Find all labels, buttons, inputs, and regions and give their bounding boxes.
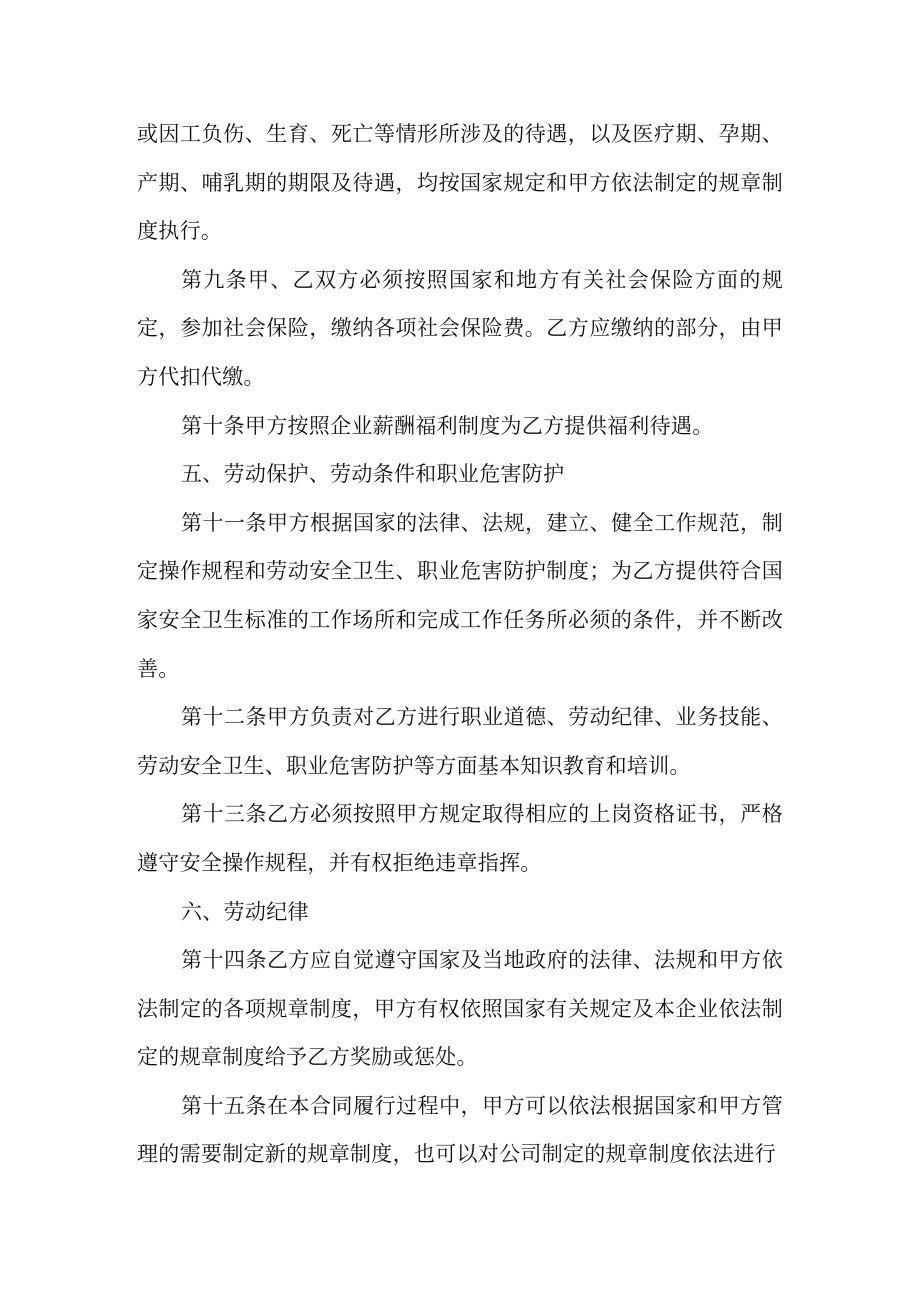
paragraph-article-10: 第十条甲方按照企业薪酬福利制度为乙方提供福利待遇。 xyxy=(181,413,714,438)
paragraph-article-9: 第九条甲、乙双方必须按照国家和地方有关社会保险方面的规定，参加社会保险，缴纳各项社会保险费。乙方应缴纳的部分，由甲方代扣代缴。 xyxy=(137,267,783,389)
paragraph-article-13: 第十三条乙方必须按照甲方规定取得相应的上岗资格证书，严格遵守安全操作规程，并有权拒绝违章指挥。 xyxy=(137,802,783,875)
paragraph-article-14: 第十四条乙方应自觉遵守国家及当地政府的法律、法规和甲方依法制定的各项规章制度，甲方有权依照国家有关规定及本企业依法制定的规章制度给予乙方奖励或惩处。 xyxy=(137,948,783,1070)
paragraph-article-12: 第十二条甲方负责对乙方进行职业道德、劳动纪律、业务技能、劳动安全卫生、职业危害防护等方面基本知识教育和培训。 xyxy=(137,705,783,778)
paragraph-article-11: 第十一条甲方根据国家的法律、法规，建立、健全工作规范，制定操作规程和劳动安全卫生、职业危害防护制度；为乙方提供符合国家安全卫生标准的工作场所和完成工作任务所必须的条件，并不断改善。 xyxy=(137,510,783,681)
document-body xyxy=(137,110,783,1179)
paragraph-article-15: 第十五条在本合同履行过程中，甲方可以依法根据国家和甲方管理的需要制定新的规章制度，也可以对公司制定的规章制度依法进行 xyxy=(137,1093,783,1167)
paragraph-continuation: 或因工负伤、生育、死亡等情形所涉及的待遇，以及医疗期、孕期、产期、哺乳期的期限及待遇，均按国家规定和甲方依法制定的规章制度执行。 xyxy=(137,122,783,244)
section-heading-5: 五、劳动保护、劳动条件和职业危害防护 xyxy=(181,462,565,487)
section-heading-6: 六、劳动纪律 xyxy=(181,899,309,924)
